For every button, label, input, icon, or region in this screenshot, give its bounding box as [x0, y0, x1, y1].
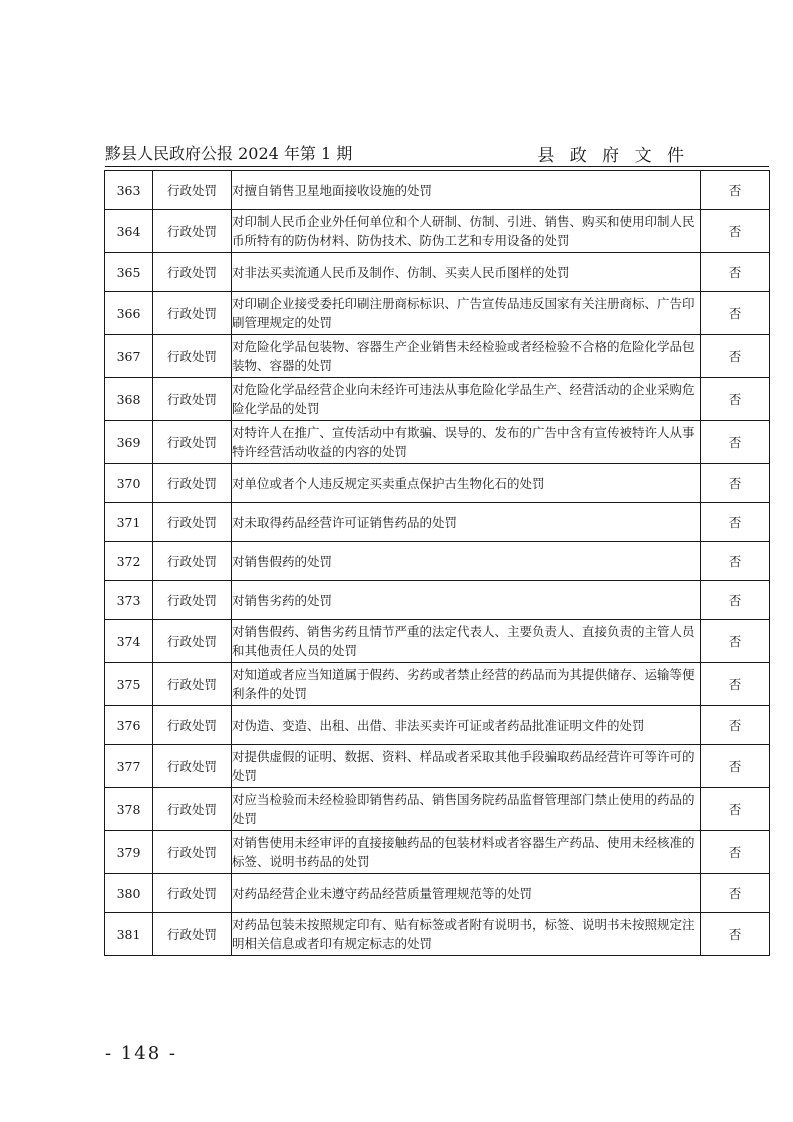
row-flag: 否	[701, 253, 770, 292]
row-flag: 否	[701, 913, 770, 956]
table-row	[105, 253, 770, 292]
row-type: 行政处罚	[153, 745, 232, 788]
row-type: 行政处罚	[153, 335, 232, 378]
row-type: 行政处罚	[153, 788, 232, 831]
row-number: 364	[105, 210, 153, 253]
table-row	[105, 542, 770, 581]
row-number: 372	[105, 542, 153, 581]
row-type: 行政处罚	[153, 831, 232, 874]
row-item: 对危险化学品经营企业向未经许可违法从事危险化学品生产、经营活动的企业采购危险化学品的处罚	[232, 378, 701, 421]
row-item: 对印刷企业接受委托印刷注册商标标识、广告宣传品违反国家有关注册商标、广告印刷管理规定的处罚	[232, 292, 701, 335]
row-item: 对伪造、变造、出租、出借、非法买卖许可证或者药品批准证明文件的处罚	[232, 706, 701, 745]
table-row	[105, 421, 770, 464]
row-item: 对药品经营企业未遵守药品经营质量管理规范等的处罚	[232, 874, 701, 913]
row-flag: 否	[701, 421, 770, 464]
row-item: 对应当检验而未经检验即销售药品、销售国务院药品监督管理部门禁止使用的药品的处罚	[232, 788, 701, 831]
table-row	[105, 581, 770, 620]
table-row	[105, 210, 770, 253]
table-row	[105, 620, 770, 663]
row-type: 行政处罚	[153, 292, 232, 335]
table-row	[105, 788, 770, 831]
table-row	[105, 503, 770, 542]
row-number: 377	[105, 745, 153, 788]
row-number: 365	[105, 253, 153, 292]
row-item: 对销售假药、销售劣药且情节严重的法定代表人、主要负责人、直接负责的主管人员和其他责任人员的处罚	[232, 620, 701, 663]
table-row	[105, 663, 770, 706]
row-flag: 否	[701, 706, 770, 745]
table-row	[105, 831, 770, 874]
row-number: 373	[105, 581, 153, 620]
table-row	[105, 874, 770, 913]
row-number: 370	[105, 464, 153, 503]
row-flag: 否	[701, 171, 770, 210]
row-item: 对销售使用未经审评的直接接触药品的包装材料或者容器生产药品、使用未经核准的标签、说明书药品的处罚	[232, 831, 701, 874]
row-number: 381	[105, 913, 153, 956]
row-item: 对提供虚假的证明、数据、资料、样品或者采取其他手段骗取药品经营许可等许可的处罚	[232, 745, 701, 788]
row-item: 对未取得药品经营许可证销售药品的处罚	[232, 503, 701, 542]
row-number: 366	[105, 292, 153, 335]
row-flag: 否	[701, 620, 770, 663]
section-title: 县 政 府 文 件	[537, 146, 689, 166]
row-flag: 否	[701, 745, 770, 788]
row-type: 行政处罚	[153, 253, 232, 292]
row-flag: 否	[701, 464, 770, 503]
row-type: 行政处罚	[153, 464, 232, 503]
row-item: 对单位或者个人违反规定买卖重点保护古生物化石的处罚	[232, 464, 701, 503]
row-flag: 否	[701, 874, 770, 913]
row-item: 对知道或者应当知道属于假药、劣药或者禁止经营的药品而为其提供储存、运输等便利条件的处罚	[232, 663, 701, 706]
row-flag: 否	[701, 210, 770, 253]
row-type: 行政处罚	[153, 421, 232, 464]
row-flag: 否	[701, 788, 770, 831]
row-number: 363	[105, 171, 153, 210]
row-type: 行政处罚	[153, 210, 232, 253]
row-number: 368	[105, 378, 153, 421]
row-number: 374	[105, 620, 153, 663]
row-item: 对非法买卖流通人民币及制作、仿制、买卖人民币图样的处罚	[232, 253, 701, 292]
table-row	[105, 292, 770, 335]
row-flag: 否	[701, 663, 770, 706]
row-type: 行政处罚	[153, 706, 232, 745]
row-number: 367	[105, 335, 153, 378]
header-divider	[105, 166, 769, 167]
row-type: 行政处罚	[153, 620, 232, 663]
page-header	[105, 141, 693, 165]
row-flag: 否	[701, 378, 770, 421]
row-type: 行政处罚	[153, 378, 232, 421]
row-flag: 否	[701, 542, 770, 581]
row-number: 376	[105, 706, 153, 745]
row-flag: 否	[701, 335, 770, 378]
row-type: 行政处罚	[153, 913, 232, 956]
row-item: 对擅自销售卫星地面接收设施的处罚	[232, 171, 701, 210]
row-type: 行政处罚	[153, 581, 232, 620]
row-type: 行政处罚	[153, 874, 232, 913]
table-row	[105, 378, 770, 421]
row-type: 行政处罚	[153, 542, 232, 581]
table-row	[105, 335, 770, 378]
row-number: 379	[105, 831, 153, 874]
row-flag: 否	[701, 581, 770, 620]
row-flag: 否	[701, 831, 770, 874]
table-row	[105, 171, 770, 210]
page-number: - 148 -	[105, 1043, 177, 1064]
row-flag: 否	[701, 292, 770, 335]
row-number: 380	[105, 874, 153, 913]
row-flag: 否	[701, 503, 770, 542]
table-row	[105, 464, 770, 503]
row-item: 对销售假药的处罚	[232, 542, 701, 581]
penalty-table	[104, 170, 770, 956]
table-row	[105, 706, 770, 745]
table-row	[105, 913, 770, 956]
row-type: 行政处罚	[153, 171, 232, 210]
row-number: 369	[105, 421, 153, 464]
row-item: 对危险化学品包装物、容器生产企业销售未经检验或者经检验不合格的危险化学品包装物、容器的处罚	[232, 335, 701, 378]
gazette-title: 黟县人民政府公报 2024 年第 1 期	[105, 144, 353, 163]
row-number: 371	[105, 503, 153, 542]
row-item: 对印制人民币企业外任何单位和个人研制、仿制、引进、销售、购买和使用印制人民币所特有的防伪材料、防伪技术、防伪工艺和专用设备的处罚	[232, 210, 701, 253]
penalty-table-body	[105, 171, 770, 956]
row-item: 对药品包装未按照规定印有、贴有标签或者附有说明书，标签、说明书未按照规定注明相关信息或者印有规定标志的处罚	[232, 913, 701, 956]
row-number: 375	[105, 663, 153, 706]
row-item: 对销售劣药的处罚	[232, 581, 701, 620]
row-type: 行政处罚	[153, 663, 232, 706]
table-row	[105, 745, 770, 788]
row-item: 对特许人在推广、宣传活动中有欺骗、误导的、发布的广告中含有宣传被特许人从事特许经营活动收益的内容的处罚	[232, 421, 701, 464]
row-number: 378	[105, 788, 153, 831]
row-type: 行政处罚	[153, 503, 232, 542]
